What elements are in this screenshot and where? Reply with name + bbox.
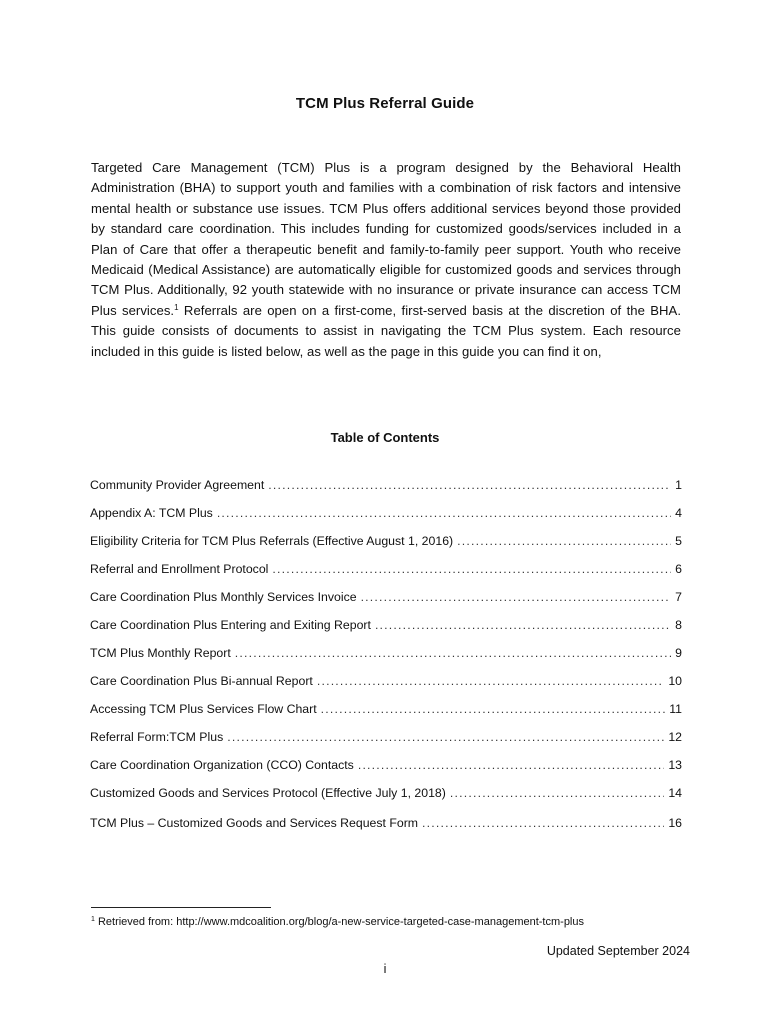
toc-entry-community-provider-agreement[interactable] (90, 478, 682, 496)
toc-entry-label: Accessing TCM Plus Services Flow Chart (90, 702, 317, 716)
toc-entry-monthly-services-invoice[interactable] (90, 590, 682, 608)
toc-entry-page: 8 (675, 618, 682, 632)
toc-leader-dots (268, 478, 671, 492)
toc-entry-cco-contacts[interactable] (90, 758, 682, 776)
toc-heading: Table of Contents (330, 430, 440, 445)
toc-entry-appendix-a[interactable] (90, 506, 682, 524)
footnote-marker: 1 (91, 916, 95, 923)
toc-entry-page: 6 (675, 562, 682, 576)
intro-text-part-1: Targeted Care Management (TCM) Plus is a program designed by the Behavioral Health Administration (BHA) to support youth and families with a combination of risk factors and intensive mental health or substance use issues. TCM Plus offers additional services beyond those provided by standard care coordination. This includes funding for customized goods/services included in a Plan of Care that offer a therapeutic benefit and family-to-family peer support. Youth who receive Medicaid (Medical Assistance) are automatically eligible for customized goods and services through TCM Plus. Additionally, 92 youth statewide with no insurance or private insurance can access TCM Plus services. (91, 160, 681, 318)
page-number: i (383, 962, 387, 976)
toc-entry-label: TCM Plus Monthly Report (90, 646, 231, 660)
toc-entry-label: Care Coordination Plus Bi-annual Report (90, 674, 313, 688)
toc-entry-label: Care Coordination Plus Entering and Exiting Report (90, 618, 371, 632)
toc-entry-label: Referral and Enrollment Protocol (90, 562, 269, 576)
toc-leader-dots (457, 534, 671, 548)
toc-entry-page: 4 (675, 506, 682, 520)
toc-entry-label: Appendix A: TCM Plus (90, 506, 213, 520)
toc-leader-dots (358, 758, 664, 772)
updated-date: Updated September 2024 (546, 944, 690, 958)
footnote-text: Retrieved from: http://www.mdcoalition.org/blog/a-new-service-targeted-case-management-tcm-plus (94, 916, 584, 928)
toc-leader-dots (227, 730, 664, 744)
toc-leader-dots (422, 816, 664, 830)
toc-entry-label: Referral Form:TCM Plus (90, 730, 224, 744)
toc-entry-page: 12 (668, 730, 682, 744)
toc-entry-bi-annual-report[interactable] (90, 674, 682, 692)
toc-entry-page: 11 (669, 702, 682, 716)
toc-entry-customized-goods-protocol[interactable] (90, 786, 682, 804)
toc-leader-dots (235, 646, 671, 660)
toc-entry-label: Care Coordination Organization (CCO) Contacts (90, 758, 354, 772)
toc-entry-page: 16 (668, 816, 682, 830)
toc-leader-dots (375, 618, 671, 632)
toc-entry-services-flow-chart[interactable] (90, 702, 682, 720)
toc-entry-referral-enrollment-protocol[interactable] (90, 562, 682, 580)
toc-leader-dots (272, 562, 671, 576)
toc-entry-label: Care Coordination Plus Monthly Services Invoice (90, 590, 357, 604)
toc-leader-dots (217, 506, 671, 520)
toc-entry-page: 7 (675, 590, 682, 604)
toc-entry-monthly-report[interactable] (90, 646, 682, 664)
toc-entry-customized-goods-request-form[interactable] (90, 816, 682, 834)
intro-text-part-2: Referrals are open on a first-come, first-served basis at the discretion of the BHA. This guide consists of documents to assist in navigating the TCM Plus system. Each resource included in this guide is listed below, as well as the page in this guide you can find it on, (91, 302, 682, 359)
toc-entry-page: 5 (675, 534, 682, 548)
toc-entry-page: 9 (675, 646, 682, 660)
intro-paragraph (91, 158, 681, 362)
toc-entry-label: TCM Plus – Customized Goods and Services Request Form (90, 816, 419, 830)
toc-entry-page: 1 (675, 478, 682, 492)
toc-leader-dots (317, 674, 664, 688)
toc-leader-dots (321, 702, 666, 716)
toc-entry-page: 10 (668, 674, 682, 688)
toc-leader-dots (450, 786, 664, 800)
toc-entry-label: Customized Goods and Services Protocol (Effective July 1, 2018) (90, 786, 446, 800)
footnote-divider (91, 907, 271, 908)
toc-entry-page: 14 (668, 786, 682, 800)
toc-entry-label: Community Provider Agreement (90, 478, 265, 492)
page-title: TCM Plus Referral Guide (295, 95, 475, 112)
footnote-reference[interactable]: 1 (174, 302, 179, 312)
toc-entry-eligibility-criteria[interactable] (90, 534, 682, 552)
footnote (91, 916, 584, 928)
toc-entry-page: 13 (668, 758, 682, 772)
toc-entry-label: Eligibility Criteria for TCM Plus Referrals (Effective August 1, 2016) (90, 534, 454, 548)
toc-leader-dots (361, 590, 672, 604)
toc-entry-referral-form[interactable] (90, 730, 682, 748)
toc-entry-entering-exiting-report[interactable] (90, 618, 682, 636)
